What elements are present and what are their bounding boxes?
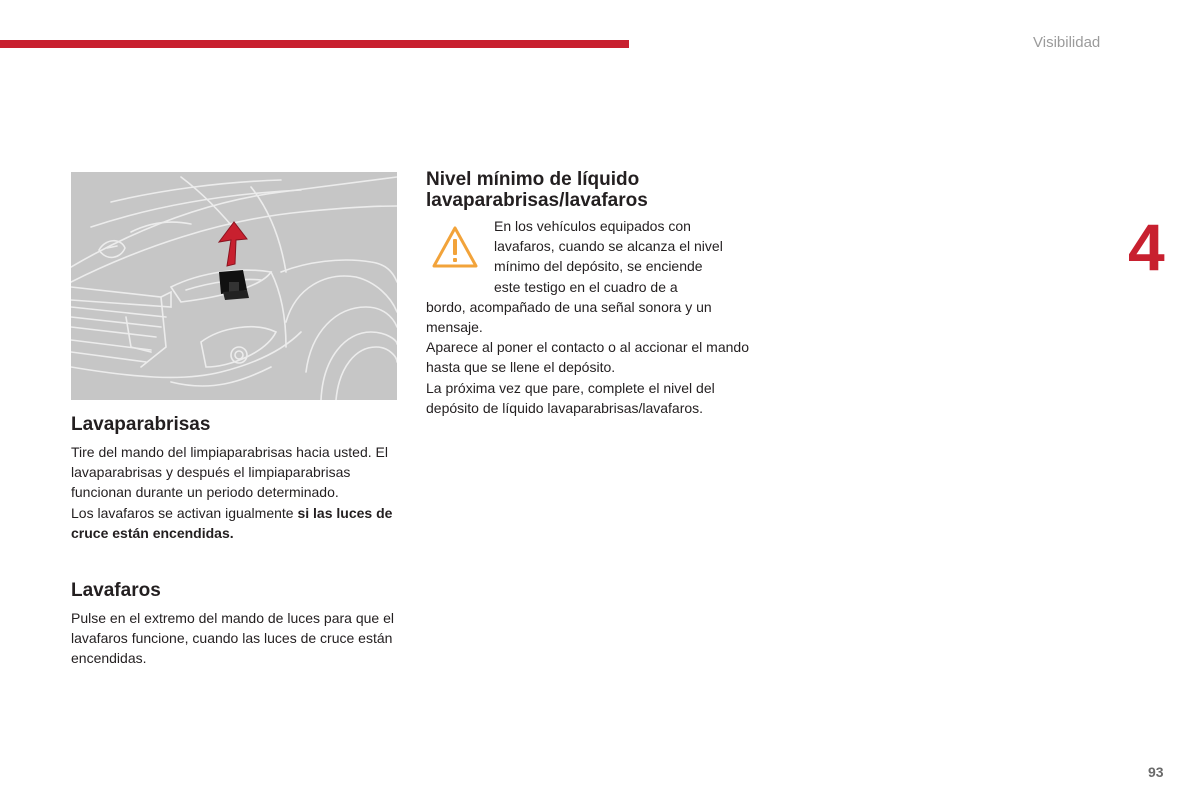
lavaparabrisas-text-2: Los lavafaros se activan igualmente [71,504,298,521]
lavaparabrisas-text-1: Tire del mando del limpiaparabrisas hacia usted. El lavaparabrisas y después el limpiaparabrisas funcionan durante un periodo determinado. [71,444,388,501]
nivel-line-3: mínimo del depósito, se enciende [494,258,703,275]
car-front-illustration-icon [71,172,397,400]
lavaparabrisas-paragraph [71,442,397,543]
lavafaros-paragraph: Pulse en el extremo del mando de luces para que el lavafaros funcione, cuando las luces de cruce están encendidas. [71,610,394,667]
chapter-number: 4 [1128,210,1165,284]
section-title: Visibilidad [1033,34,1101,51]
nivel-minimo-text [426,216,750,418]
page-number: 93 [1148,764,1164,780]
lavaparabrisas-heading: Lavaparabrisas [71,414,211,435]
lavaparabrisas-text-2-bold: si las luces de cruce están encendidas. [71,504,393,541]
nivel-minimo-heading: Nivel mínimo de líquido lavaparabrisas/lavafaros [426,169,648,211]
lavafaros-heading: Lavafaros [71,580,161,601]
nivel-line-4: este testigo en el cuadro de a [494,278,678,295]
nivel-line-5: bordo, acompañado de una señal sonora y un mensaje. [426,298,712,336]
header-accent-bar [0,40,629,48]
nivel-line-1: En los vehículos equipados con [494,218,691,234]
nivel-paragraph-2: Aparece al poner el contacto o al accionar el mando hasta que se llene el depósito. [426,339,749,376]
nivel-paragraph-3: La próxima vez que pare, complete el nivel del depósito de líquido lavaparabrisas/lavafaros. [426,379,715,416]
car-washer-illustration [71,172,397,400]
nivel-line-2: lavafaros, cuando se alcanza el nivel [494,238,723,255]
